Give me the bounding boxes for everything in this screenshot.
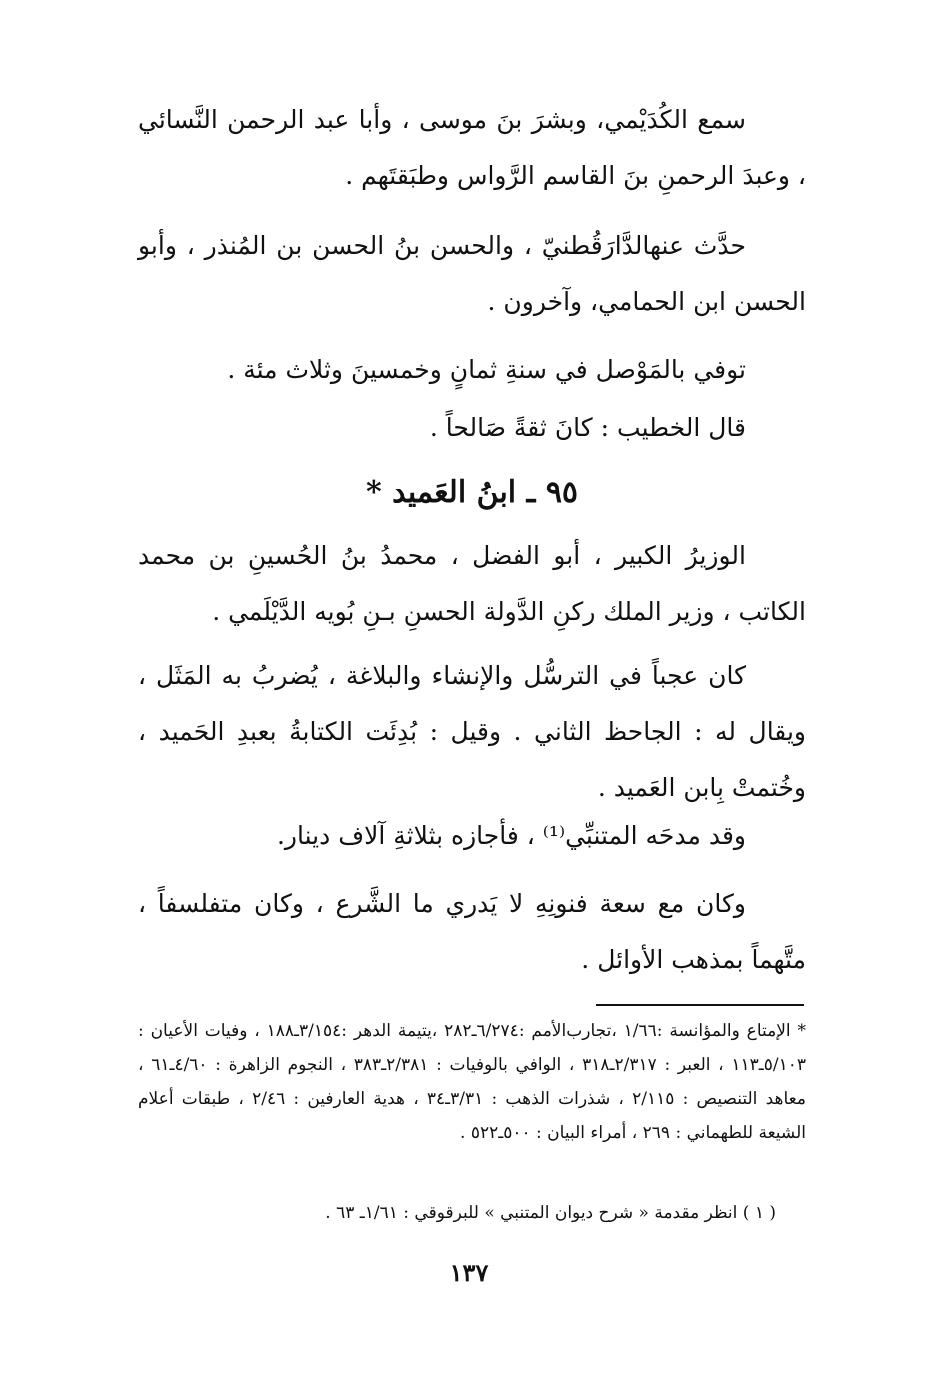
paragraph-philosophy: وكان مع سعة فنونِهِ لا يَدري ما الشَّرع ، وكان متفلسفاً ، متَّهماً بمذهب الأوائل . <box>138 889 806 974</box>
paragraph-students: حدَّث عنهالدَّارَقُطنيّ ، والحسن بنُ الحسن بن المُنذر ، وأبو الحسن ابن الحمامي، وآخرون . <box>138 231 806 316</box>
paragraph-mutanabbi: وقد مدحَه المتنبِّي⁽¹⁾ ، فأجازه بثلاثةِ آلاف دينار. <box>276 821 746 850</box>
footnote-sources: * الإمتاع والمؤانسة :١/٦٦ ،تجارب‌الأمم :٦/٢٧٤ـ٢٨٢ ،يتيمة الدهر :٣/١٥٤ـ١٨٨ ، وفيات الأعيان : ٥/١٠٣ـ١١٣ ، العبر : ٢/٣١٧ـ٣١٨ ، الوافي بالوفيات : ٢/٣٨١ـ٣٨٣ ، النجوم الزاهرة : ٤/٦٠ـ٦١ ، معاهد التنصيص : ٢/١١٥ ، شذرات الذهب : ٣/٣١ـ٣٤ ، هدية العارفين : ٢/٤٦ ، طبقات أعلام الشيعة للطهماني : ٢٦٩ ، أمراء البيان : ٥٠٠ـ٥٢٢ . <box>138 1021 807 1143</box>
page-number: ١٣٧ <box>449 1258 489 1287</box>
entry-heading: ٩٥ ـ ابنُ العَميد * <box>365 475 579 510</box>
paragraph-khatib: قال الخطيب : كانَ ثقةً صَالحاً . <box>429 413 746 442</box>
paragraph-death: توفي بالمَوْصل في سنةِ ثمانٍ وخمسينَ وثلاث مئة . <box>227 355 746 384</box>
footnote-1: ( ١ ) انظر مقدمة « شرح ديوان المتنبي » للبرقوقي : ١/٦١ـ ٦٣ . <box>325 1203 776 1223</box>
paragraph-teachers: سمع الكُدَيْمي، وبشرَ بنَ موسى ، وأبا عبد الرحمن النَّسائي ، وعبدَ الرحمنِ بنَ القاسم الرَّواس وطبَقتَهم . <box>138 105 806 190</box>
footnote-separator <box>596 1004 804 1006</box>
paragraph-vizier: الوزيرُ الكبير ، أبو الفضل ، محمدُ بنُ الحُسينِ بن محمد الكاتب ، وزير الملك ركنِ الدَّولة الحسنِ بـنِ بُويه الدَّيْلَمي . <box>138 541 806 626</box>
paragraph-eloquence: كان عجباً في الترسُّل والإنشاء والبلاغة ، يُضربُ به المَثَل ، ويقال له : الجاحظ الثاني . وقيل : بُدِئَت الكتابةُ بعبدِ الحَميد ، وخُتمتْ بِابن العَميد . <box>138 661 806 802</box>
